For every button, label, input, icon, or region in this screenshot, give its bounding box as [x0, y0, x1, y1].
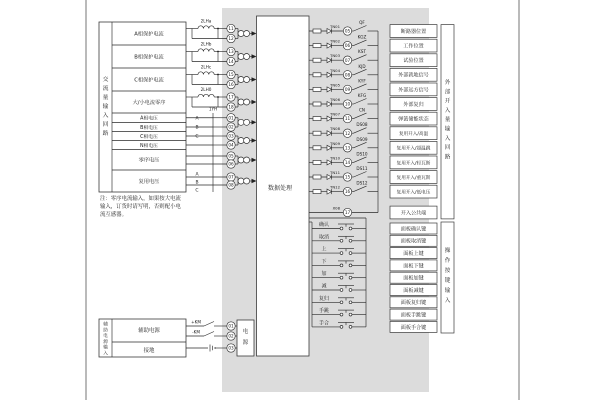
di-label: 开入公共端: [400, 210, 427, 217]
wire-label: +KM: [191, 319, 201, 325]
di-label: 复用开入/低电压: [396, 190, 431, 196]
terminal-number: 16: [344, 189, 351, 195]
resistor-icon: [313, 190, 321, 194]
junction-dot: [217, 51, 219, 53]
transformer-icon: [238, 54, 244, 60]
terminal-number: 07: [228, 174, 234, 180]
transformer-icon: [238, 138, 244, 144]
di-label: 复用开入/超温跳: [396, 146, 431, 152]
di-panel-title: 部: [444, 89, 451, 96]
power-panel-title: 入: [103, 351, 108, 357]
note-line: 注：零序电流输入，如果按大电流: [100, 196, 181, 202]
di-label: 外部远方信号: [398, 87, 429, 94]
ac-row-label: C相保护电流: [134, 77, 164, 84]
transformer-icon: [238, 157, 244, 163]
keys-panel-title: 键: [444, 278, 451, 284]
switch-label: KFG: [357, 93, 367, 98]
key-label: 面板减键: [403, 287, 424, 294]
switch-label: KST: [358, 49, 366, 55]
key-label: 面板取消键: [400, 238, 427, 245]
key-label: 面板下键: [403, 263, 424, 270]
key-name: 上: [321, 246, 327, 253]
di-label: 外部就地信号: [398, 72, 429, 79]
processor-label: 数据处理: [267, 185, 293, 192]
button-contact: [340, 264, 343, 267]
phase-letter: C: [195, 188, 199, 194]
switch-label: KGZ: [357, 34, 367, 40]
key-name: 手合: [318, 320, 330, 327]
transformer-icon: [244, 178, 250, 184]
button-contact: [340, 227, 343, 230]
power-panel-title: 辅: [103, 322, 108, 328]
terminal-number: 08: [344, 72, 351, 78]
phase-letter: B: [195, 180, 199, 186]
terminal-number: 16: [228, 82, 234, 88]
button-contact: [349, 326, 352, 329]
keys-panel-title: 作: [444, 258, 451, 264]
di-label: 试验位置: [403, 58, 424, 65]
terminal-number: 11: [228, 26, 234, 32]
switch-label: QF: [359, 20, 365, 25]
di-label: 复用开入/高温: [398, 132, 429, 138]
phase-letter: A: [195, 172, 199, 178]
key-name: 取消: [318, 234, 330, 241]
transformer-icon: [244, 31, 250, 37]
terminal-number: 15: [228, 72, 234, 78]
transformer-icon: [244, 157, 250, 163]
ac-row-label: 零序电压: [138, 157, 160, 164]
key-name: 加: [321, 271, 327, 278]
phase-letter: B: [195, 125, 199, 131]
switch-label: DS08: [356, 122, 368, 128]
button-contact: [349, 276, 352, 279]
ac-row-label: B相电压: [140, 125, 158, 131]
key-label: 面板手跳键: [400, 312, 427, 319]
connector-label: TN08: [330, 126, 340, 132]
di-label: 复用开入/重瓦斯: [396, 175, 431, 181]
connector-label: TN07: [330, 111, 340, 117]
button-contact: [349, 227, 352, 230]
button-contact: [349, 301, 352, 304]
di-label: 外部复归: [403, 101, 424, 108]
terminal-number: 12: [228, 36, 234, 42]
terminal-number: 09: [344, 87, 351, 92]
power-panel-title: 助: [103, 328, 108, 334]
di-panel-title: 入: [444, 135, 451, 142]
button-contact: [349, 289, 352, 292]
terminal-number: 14: [344, 160, 351, 165]
connector-label: TN09: [330, 140, 340, 146]
ac-row-label: A相电压: [140, 116, 158, 122]
note-line: 流互感器。: [100, 212, 127, 218]
ac-row-label: 大/小电流零序: [132, 99, 166, 106]
di-label: 断路器位置: [400, 28, 427, 35]
button-contact: [340, 289, 343, 292]
power-supply-label: 电: [242, 329, 249, 335]
terminal-number: 05: [344, 28, 351, 34]
terminal-number: 07: [344, 57, 351, 63]
button-contact: [340, 276, 343, 279]
ac-row-label: B相保护电流: [134, 54, 164, 61]
resistor-icon: [313, 175, 321, 179]
note-line: 输入，订货时请写明，否则配小电: [100, 204, 181, 210]
transformer-icon: [238, 178, 244, 184]
terminal-number: 03: [228, 133, 234, 139]
di-panel-title: 路: [444, 154, 451, 161]
terminal-number: 06: [344, 43, 351, 49]
terminal-number: 17: [344, 210, 351, 216]
junction-dot: [217, 74, 219, 76]
resistor-icon: [313, 73, 321, 77]
vt-label: 1YH: [208, 106, 218, 112]
di-label: 复用开入/轻瓦斯: [396, 161, 431, 167]
ac-row-label: 复用电压: [138, 178, 160, 185]
di-panel-title: 开: [444, 98, 451, 105]
power-row-label: 辅助电源: [138, 328, 160, 334]
terminal-number: 01: [228, 323, 234, 329]
di-panel-title: 回: [444, 145, 451, 152]
keys-panel-title: 输: [444, 288, 451, 294]
resistor-icon: [313, 58, 321, 62]
resistor-icon: [313, 29, 321, 33]
button-contact: [340, 313, 343, 316]
coil-label: 2LHb: [200, 41, 212, 47]
key-name: 复归: [318, 295, 330, 302]
button-contact: [349, 313, 352, 316]
connector-label: X08: [332, 205, 340, 211]
power-row-label: 接地: [143, 348, 155, 354]
key-label: 面板确认键: [400, 226, 427, 233]
key-name: 手跳: [318, 308, 330, 315]
terminal-number: 01: [228, 115, 234, 121]
junction-dot: [217, 28, 219, 30]
switch-label: DS11: [356, 166, 368, 171]
transformer-icon: [244, 119, 250, 125]
key-label: 面板复归键: [400, 300, 427, 307]
transformer-icon: [244, 54, 250, 60]
phase-letter: A: [195, 116, 199, 122]
power-supply-box: [237, 320, 254, 356]
switch-label: KJD: [358, 63, 366, 69]
terminal-number: 08: [228, 182, 234, 188]
terminal-number: 05: [228, 153, 234, 159]
button-contact: [349, 252, 352, 255]
button-contact: [349, 264, 352, 267]
resistor-icon: [313, 146, 321, 150]
power-panel-title: 输: [103, 345, 108, 351]
wire-label: -KM: [192, 329, 200, 335]
connector-label: TN10: [330, 155, 340, 161]
power-panel-title: 电: [103, 334, 108, 340]
terminal-number: 03: [228, 345, 234, 351]
ac-panel-title: 输: [102, 104, 109, 110]
switch-label: DS12: [356, 180, 368, 186]
di-panel-title: 入: [444, 107, 451, 114]
ac-row-label: N相电压: [140, 143, 158, 149]
terminal-number: 14: [228, 59, 234, 65]
terminal-number: 02: [228, 124, 234, 130]
coil-label: 2LH0: [200, 87, 212, 92]
keys-panel-title: 入: [444, 298, 451, 304]
di-label: 弹簧储能状态: [398, 116, 429, 123]
ac-row-label: C相电压: [140, 134, 158, 140]
button-contact: [340, 326, 343, 329]
transformer-icon: [244, 99, 250, 105]
button-contact: [340, 252, 343, 255]
di-panel-title: 量: [444, 117, 451, 124]
resistor-icon: [313, 44, 321, 48]
button-contact: [349, 239, 352, 242]
resistor-icon: [313, 131, 321, 135]
di-panel-title: 外: [444, 80, 451, 86]
key-name: 减: [321, 283, 327, 290]
terminal-number: 12: [344, 130, 351, 136]
transformer-icon: [238, 99, 244, 105]
terminal-number: 02: [228, 333, 234, 339]
connector-label: TN11: [330, 170, 340, 175]
key-label: 面板手合键: [400, 324, 427, 331]
connector-label: TN05: [330, 82, 340, 88]
phase-letter: C: [195, 134, 199, 140]
key-name: 下: [321, 258, 327, 265]
terminal-number: 15: [344, 174, 351, 180]
button-contact: [340, 239, 343, 242]
di-panel-title: 输: [444, 126, 451, 133]
switch-label: DS09: [356, 136, 368, 142]
ac-row-label: A相保护电流: [134, 31, 164, 38]
ac-panel-title: 入: [102, 113, 109, 119]
key-name: 确认: [318, 222, 330, 228]
keys-panel-title: 操: [444, 248, 451, 254]
terminal-number: 04: [228, 142, 234, 148]
terminal-number: 11: [344, 116, 351, 122]
key-label: 面板加键: [403, 275, 424, 282]
terminal-number: 18: [228, 104, 234, 110]
resistor-icon: [313, 117, 321, 121]
connector-label: TN12: [330, 184, 340, 190]
switch-label: KYF: [358, 78, 366, 84]
junction-dot: [217, 96, 219, 98]
ac-panel-title: 回: [102, 122, 109, 128]
key-label: 面板上键: [403, 251, 424, 257]
connector-label: TN01: [330, 24, 340, 29]
coil-label: 2LHa: [200, 18, 212, 24]
coil-label: 2LHc: [200, 64, 212, 70]
transformer-icon: [238, 119, 244, 125]
connector-label: TN02: [330, 38, 340, 44]
connector-label: TN03: [330, 53, 340, 59]
power-panel-title: 源: [103, 339, 108, 345]
terminal-number: 17: [228, 94, 234, 100]
terminal-number: 13: [228, 49, 234, 55]
power-supply-label: 源: [242, 340, 249, 346]
ac-panel-title: 流: [102, 86, 109, 92]
resistor-icon: [313, 160, 321, 164]
di-label: 工作位置: [403, 43, 424, 50]
terminal-number: 13: [344, 145, 351, 151]
ac-panel-title: 量: [102, 95, 109, 101]
transformer-icon: [238, 77, 244, 83]
keys-panel-title: 按: [444, 268, 451, 274]
connector-label: TN04: [330, 67, 340, 73]
resistor-icon: [313, 102, 321, 106]
transformer-icon: [244, 138, 250, 144]
button-contact: [340, 301, 343, 304]
switch-label: CN: [358, 107, 366, 113]
resistor-icon: [313, 87, 321, 91]
ac-panel-title: 交: [102, 77, 109, 83]
terminal-number: 10: [344, 101, 351, 107]
transformer-icon: [238, 31, 244, 37]
switch-label: DS10: [356, 151, 368, 157]
transformer-icon: [244, 77, 250, 83]
terminal-number: 06: [228, 161, 234, 167]
connector-label: TN06: [330, 97, 340, 102]
ac-panel-title: 路: [102, 131, 109, 137]
